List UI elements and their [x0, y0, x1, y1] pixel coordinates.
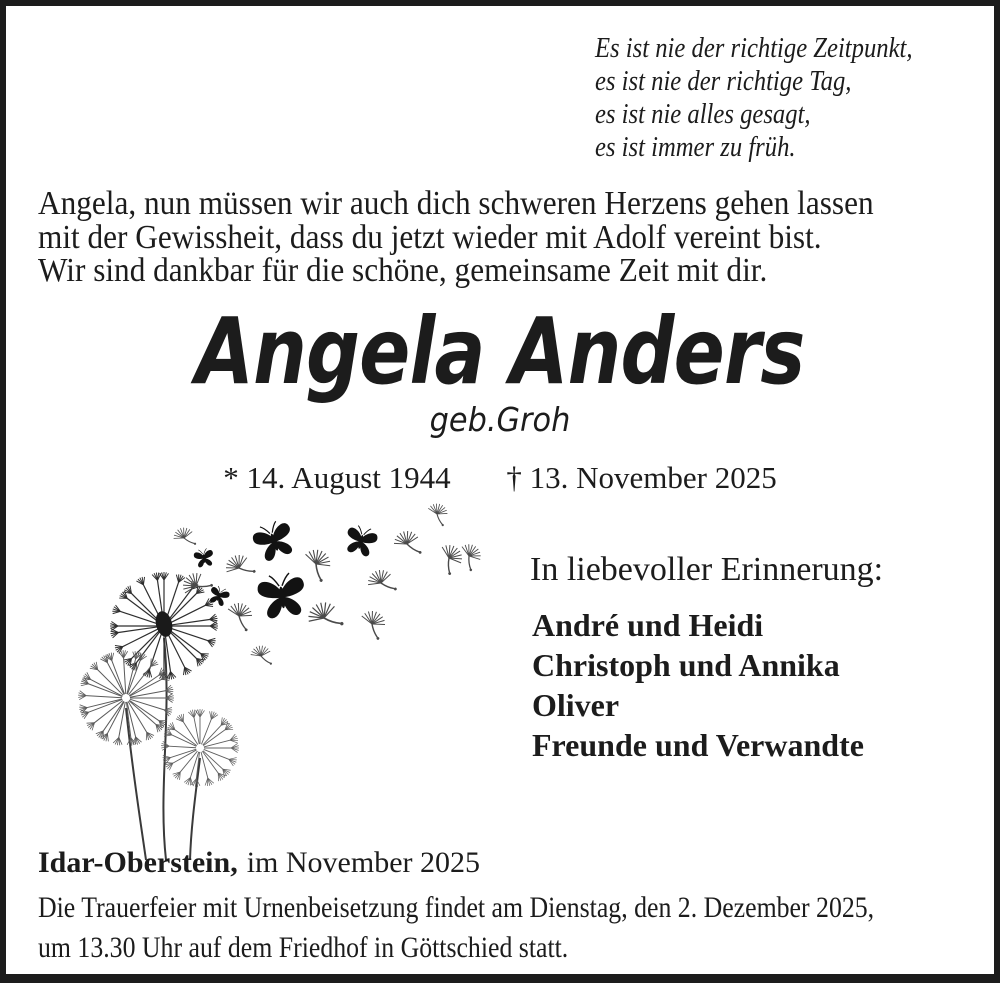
dandelion-floret-tip	[80, 691, 86, 696]
dandelion-seed-icon	[249, 644, 272, 668]
birth-date: * 14. August 1944	[223, 460, 451, 495]
mourners-list	[532, 605, 864, 765]
dandelion-seed-icon	[298, 545, 335, 582]
mourner-name: Christoph und Annika	[532, 647, 840, 683]
mourner-name: Oliver	[532, 687, 620, 723]
dandelion-floret	[167, 593, 197, 623]
poem-line: es ist nie alles gesagt,	[595, 99, 811, 130]
butterfly-icon	[250, 517, 298, 563]
dandelion-seed-icon	[364, 566, 397, 600]
dandelion-seed-icon	[356, 608, 388, 641]
farewell-text	[38, 187, 874, 288]
remembrance-heading: In liebevoller Erinnerung:	[530, 551, 884, 588]
dandelion-stem	[126, 708, 146, 860]
dandelion-floret	[86, 696, 122, 698]
deceased-name: Angela Anders	[195, 298, 805, 405]
dandelion-floret-tip	[143, 577, 144, 585]
butterfly-icon	[207, 584, 231, 607]
butterfly-icon	[256, 571, 308, 620]
mourner-name: André und Heidi	[532, 607, 764, 643]
dandelion-seed-icon	[221, 550, 256, 585]
dandelion-seed-icon	[392, 528, 423, 559]
dandelion-floret-tip	[183, 667, 184, 675]
death-date: † 13. November 2025	[506, 460, 777, 495]
place-and-date	[38, 845, 480, 881]
dandelion-floret-tip	[87, 723, 95, 724]
dandelion-floret	[131, 629, 161, 659]
poem-line: es ist nie der richtige Tag,	[595, 66, 852, 97]
dandelion-illustration	[64, 476, 486, 864]
dandelion-seed-icon	[171, 525, 197, 551]
dandelion-floret	[171, 749, 197, 757]
dandelion-seed-icon	[431, 540, 467, 576]
dandelion-floret	[201, 752, 208, 778]
dandelion-seed-icon	[224, 600, 255, 631]
dandelion-seed-icon	[425, 501, 449, 526]
dandelion-floret-tip	[112, 653, 114, 661]
notice-date: im November 2025	[246, 846, 480, 879]
dandelion-floret-tip	[205, 605, 213, 606]
dandelion-floret	[169, 746, 196, 748]
dandelion-floret	[167, 629, 197, 659]
funeral-line: Die Trauerfeier mit Urnenbeisetzung findet am Dienstag, den 2. Dezember 2025,	[38, 891, 875, 924]
dandelion-seed-icon	[178, 568, 214, 604]
funeral-line: um 13.30 Uhr auf dem Friedhof in Göttschied statt.	[38, 931, 569, 964]
butterfly-icon	[193, 547, 215, 568]
dandelion-floret	[124, 658, 126, 694]
dandelion-seed-icon	[303, 597, 344, 639]
butterfly-icon	[343, 523, 380, 558]
dandelion-floret	[129, 701, 156, 725]
dandelion-floret-tip	[161, 679, 169, 680]
dandelion-floret-tip	[115, 645, 123, 646]
dandelion-floret	[204, 740, 230, 747]
dandelion-floret	[89, 684, 123, 697]
poem-line: es ist immer zu früh.	[595, 132, 796, 163]
farewell-line: mit der Gewissheit, dass du jetzt wieder mit Adolf vereint bist.	[38, 218, 822, 256]
dandelion-floret	[112, 661, 125, 695]
place-name: Idar-Oberstein,	[38, 846, 238, 879]
funeral-info	[38, 888, 874, 968]
poem-line: Es ist nie der richtige Zeitpunkt,	[595, 33, 913, 64]
memorial-poem	[595, 32, 913, 164]
mourner-name: Freunde und Verwandte	[532, 727, 864, 763]
farewell-line: Wir sind dankbar für die schöne, gemeinsame Zeit mit dir.	[38, 252, 768, 289]
farewell-line: Angela, nun müssen wir auch dich schweren Herzens gehen lassen	[38, 185, 874, 222]
dandelion-floret	[98, 670, 123, 695]
maiden-name: geb.Groh	[429, 400, 571, 439]
